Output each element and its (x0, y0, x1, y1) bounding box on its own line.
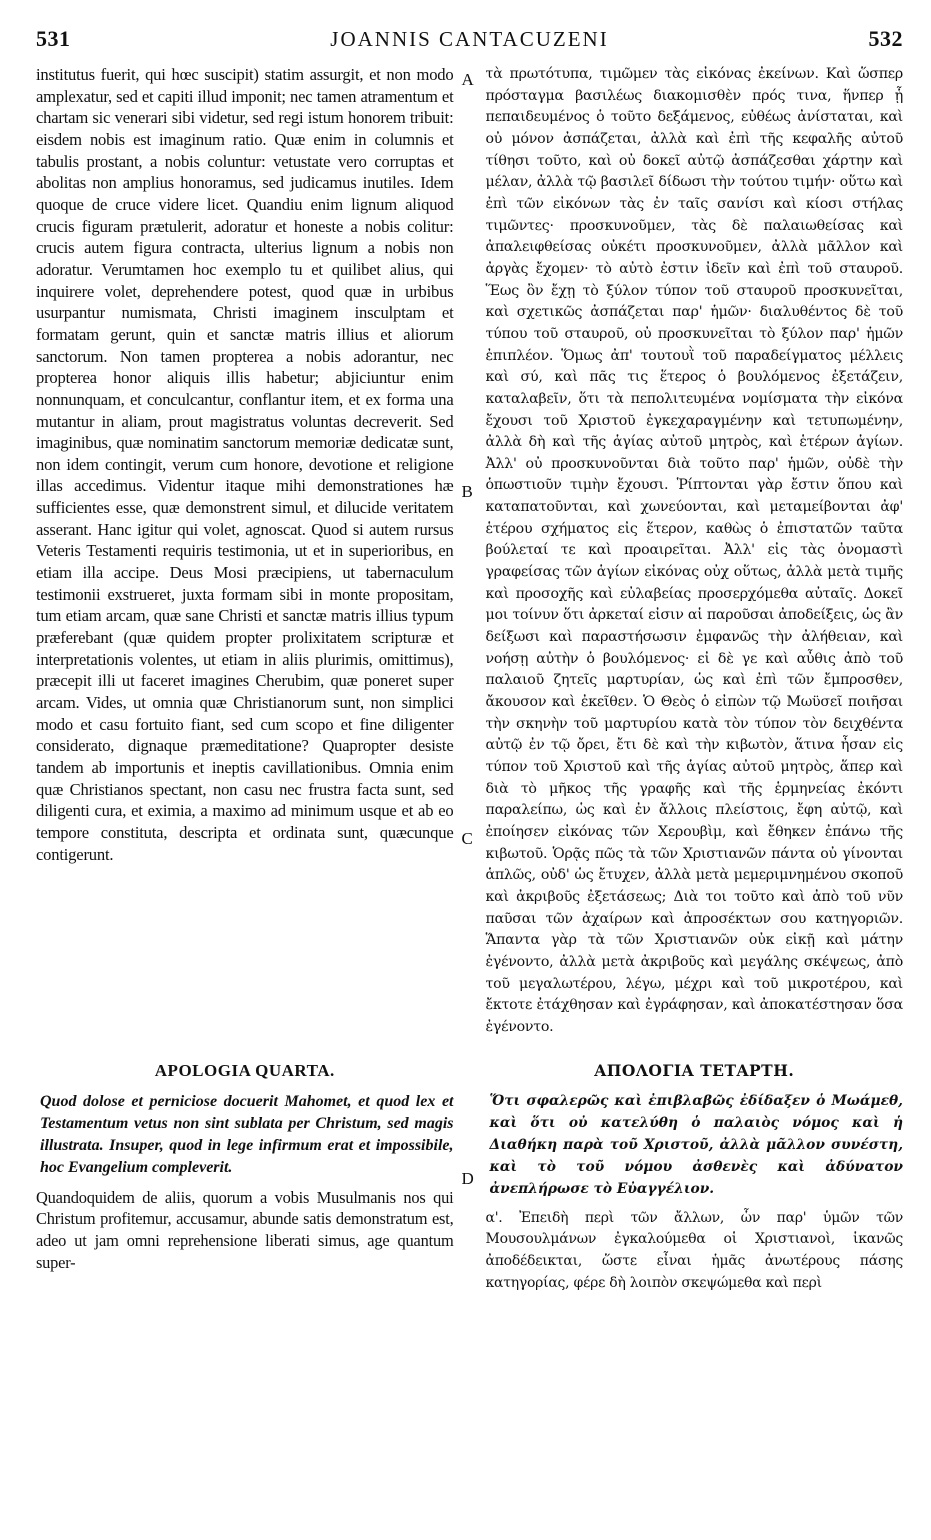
latin-section-summary: Quod dolose et perniciose docuerit Mahomet, et quod lex et Testamentum vetus non sint sublata per Christum, sed magis illustrata. Insuper, quod in lege infirmum erat et impossibile, hoc Evangelium compleverit. (40, 1092, 454, 1176)
greek-section-text: α'. Ἐπειδὴ περὶ τῶν ἄλλων, ὧν παρ' ὑμῶν τῶν Μουσουλμάνων ἐγκαλούμεθα οἱ Χριστιανοὶ, ἱκανῶς ἀποδέδεικται, ὥστε εἶναι ἡμᾶς ἀνωτέρους πάσης κατηγορίας, φέρε δὴ λοιπὸν σκεψώμεθα καὶ περὶ (485, 1209, 903, 1291)
margin-letter-d: D (461, 1169, 474, 1188)
greek-text: τὰ πρωτότυπα, τιμῶμεν τὰς εἰκόνας ἐκείνων. Καὶ ὥσπερ πρόσταγμα βασιλέως διακομισθὲν πρός τινα, ἥνπερ ᾗ πεπαιδευμένος ὁ τοῦτο δεξάμενος, εὐθέως ἀνίσταται, καὶ οὐ μόνον ἀσπάζεται, ἀλλὰ καὶ ἐπὶ τῆς κεφαλῆς αὐτοῦ τίθησι τοῦτο, καὶ οὐ δοκεῖ αὐτῷ ἀσπάζεσθαι χάρτην καὶ μέλαν, ἀλλὰ τῷ βασιλεῖ δίδωσι τὴν τούτου τιμήν· οὕτω καὶ ἐπὶ τῶν εἰκόνων τὰς ἐν ταῖς σανίσι καὶ κίοσι στήλας τιμῶντες· προσκυνοῦμεν, τὰς δὲ παλαιωθείσας καὶ ἀπαλειφθείσας οὐκέτι προσκυνοῦμεν, ἀλλὰ μᾶλλον καὶ ἀργὰς ἔχομεν· τὸ αὐτὸ ἐστιν ἰδεῖν καὶ ἐπὶ τοῦ σταυροῦ. Ἕως ὂν ἔχῃ τὸ ξύλον τύπον τοῦ σταυροῦ προσκυνεῖται, καὶ σχετικῶς ἀσπάζεται παρ' ἡμῶν· διαλυθέντος δὲ τοῦ τύπου τοῦ σταυροῦ, οὐ προσκυνεῖται τὸ ξύλον παρ' ἡμῶν ἐπιπλέον. Ὅμως ἀπ' τουτουῒ τοῦ παραδείγματος μέλλεις καὶ σύ, καὶ πᾶς τις ἕτερος ὁ βουλόμενος ἐξετάζειν, καταλαβεῖν, ὅτι τὰ πεπολιτευμένα νομίσματα τὴν εἰκόνα ἔχουσι τοῦ Χριστοῦ ἐγκεχαραγμένην καὶ τετυπωμένην, ἀλλὰ δὴ καὶ τῆς ἁγίας αὐτοῦ μητρὸς, καὶ ἑτέρων ἁγίων. Ἀλλ' οὐ προσκυνοῦνται διὰ τοῦτο παρ' ἡμῶν, οὐδὲ τὴν ὁπωστιοῦν τιμὴν ἔχουσι. Ῥίπτονται γὰρ ἔστιν ὅπου καὶ καταπατοῦνται, καὶ χωνεύονται, καὶ μεταμείβονται ἀφ' ἑτέρου σχήματος εἰς ἕτερον, καθὼς ὁ ἐπιστατῶν ταῦτα βούλεταί τε καὶ προαιρεῖται. Ἀλλ' εἰς τὰς ὀνομαστὶ γραφείσας τῶν ἁγίων εἰκόνας οὐχ οὕτως, ἀλλὰ μετὰ τιμῆς καὶ προσοχῆς καὶ εὐλαβείας προσερχόμεθα αὐταῖς. Δοκεῖ μοι τοίνυν ὅτι ἀρκεταί εἰσιν αἱ παροῦσαι ἀποδείξεις, ὡς ἂν δείξωσι καὶ παραστήσωσιν ἐμφανῶς τὴν ἀλήθειαν, καὶ νοήσῃ αὐτὴν ὁ βουλόμενος· εἰ δὲ γε καὶ αὖθις ἀπὸ τοῦ παλαιοῦ ζητεῖς μαρτυρίαν, ὡς καὶ ἐπὶ τῶν ἔμπροσθεν, ἄκουσον καὶ ἐκεῖθεν. Ὁ Θεὸς ὁ εἰπὼν τῷ Μωϋσεῖ ποιῆσαι τὴν σκηνὴν τοῦ μαρτυρίου κατὰ τὸν τύπον τὸν δειχθέντα αὐτῷ ἐν τῷ ὄρει, ἔτι δὲ καὶ τὴν κιβωτὸν, ἅτινα ἦσαν εἰς τύπον τοῦ Χριστοῦ καὶ τῆς ἁγίας αὐτοῦ μητρὸς, ἅπερ καὶ διὰ τὸ μῆκος τῆς γραφῆς καὶ τῆς ἑρμηνείας ἐκόντι παραλείπω, ὡς καὶ ἐν ἄλλοις πλείστοις, ἔφη αὐτῷ, καὶ ἐποίησεν εἰκόνας τῶν Χερουβὶμ, καὶ ἔθηκεν ἐπάνω τῆς κιβωτοῦ. Ὁρᾷς πῶς τὰ τῶν Χριστιανῶν πάντα οὐ γίνονται ἁπλῶς, οὐδ' ὡς ἔτυχεν, ἀλλὰ μετὰ μεμεριμνημένου σκοποῦ καὶ ἀκριβοῦς ἐξετάσεως; Διὰ τοι τοῦτο καὶ ἀπὸ τοῦ νῦν παῦσαι τῶν ἀχαίρων καὶ ἀπροσέκτων σου κατηγοριῶν. Ἅπαντα γὰρ τὰ τῶν Χριστιανῶν οὐκ εἰκῇ καὶ μάτην ἐγένοντο, ἀλλὰ μετὰ ἀκριβοῦς καὶ μεγάλης σκέψεως, ἀπὸ τοῦ μεγαλωτέρου, λέγω, μέχρι καὶ τοῦ μικροτέρου, καὶ ἔκτοτε ἐτάχθησαν καὶ ἐγράφησαν, καὶ ἀποκατέστησαν ὅσα ἐγένοντο. (485, 66, 903, 1035)
greek-section-heading: ΑΠΟΛΟΓΙΑ ΤΕΤΑΡΤΗ. (594, 1060, 795, 1080)
latin-column (36, 64, 462, 1039)
latin-section-heading: APOLOGIA QUARTA. (154, 1060, 335, 1080)
left-page-number: 531 (36, 26, 71, 51)
margin-letter-b: B (461, 482, 473, 501)
margin-letter-c: C (461, 829, 473, 848)
latin-text: institutus fuerit, qui hœc suscipit) statim assurgit, et non modo amplexatur, sed et capiti illud imponit; nec tamen atramentum et chartam sic venerari sibi videtur, sed regi istum honorem tribuit: eisdem nobis est imaginum ratio. Quæ enim in columnis et tabulis prostant, a nobis coluntur: vetustate vero corruptas et abolitas non amplius honoramus, sed judicamus inutiles. Idem quoque de cruce videre licet. Quandiu enim lignum aliquod crucis figuram prætulerit, adoratur et honeste a nobis colitur: crucis autem figura contracta, ulterius lignum a nobis non adoratur. Verumtamen hoc exemplo tu et quilibet alius, qui inquirere volet, deprehendere potest, quod quæ in urbibus usurpantur numismata, Christi imaginem insculptam et formatam gerunt, quin et sanctæ matris illius et aliorum sanctorum. Non tamen propterea a nobis adorantur, nec propterea honor aliquis illis habetur; abjiciuntur enim nonnunquam, et conculcantur, conflantur item, et ex forma una mutantur in aliam, prout magistratus voluntas decreverit. Sed imaginibus, quæ nominatim sanctorum memoriæ dedicatæ sunt, non idem contingit, verum cum honore, devotione et religione illas accedimus. Videntur itaque mihi demonstrationes hæ sufficientes esse, quæ demonstrent simul, et dilucide veritatem asserant. Hanc igitur qui volet, agnoscat. Quod si autem rursus Veteris Testamenti requiris testimonia, ut et in superioribus, en etiam illa accipe. Deus Mosi præcipiens, ut tabernaculum testimonii exstrueret, juxta formam sibi in monte propositam, tum etiam arcam, quæ sane Christi et sanctæ matris illius typum præferebant (quæ quidem propter prolixitatem scripturæ et interpretationis volentes, ut etiam in aliis plurimis, omittimus), præcepit illi ut faceret imagines Cherubim, quæ poneret super arcam. Vides, ut omnia quæ Christianorum sunt, non simplici modo et casu fortuito fiant, sed cum scopo et fine diligenter considerato, dignaque præmeditatione? Quapropter desiste tandem ab importunis et ineptis cavillationibus. Omnia enim quæ Christianos spectant, non casu nec frustra facta sunt, sed diligenti cura, et eximia, a maximo ad minimum usque et ab eo tempore constituta, descripta et ordinata sunt, quæcunque contigerunt. (36, 65, 454, 864)
margin-letter-a: A (461, 70, 474, 89)
running-title: JOANNIS CANTACUZENI (330, 27, 609, 51)
greek-apologia-column (476, 1057, 904, 1295)
latin-section-text: Quandoquidem de aliis, quorum a vobis Musulmanis nos qui Christum profitemur, accusamur, abunde satis demonstratum est, adeo ut jam omni reprehensione liberati simus, age quantum super- (36, 1187, 454, 1272)
running-header (36, 26, 903, 60)
greek-section-summary: Ὅτι σφαλερῶς καὶ ἐπιβλαβῶς ἐδίδαξεν ὁ Μωάμεθ, καὶ ὅτι οὐ κατελύθη ὁ παλαιὸς νόμος καὶ ἡ Διαθήκη παρὰ τοῦ Χριστοῦ, ἀλλὰ μᾶλλον συνέστη, καὶ τὸ τοῦ νόμου ἀσθενὲς καὶ ἀδύνατον ἀνεπλήρωσε τὸ Εὐαγγέλιον. (489, 1092, 903, 1197)
right-page-number: 532 (868, 26, 903, 51)
latin-apologia-column (36, 1057, 462, 1295)
